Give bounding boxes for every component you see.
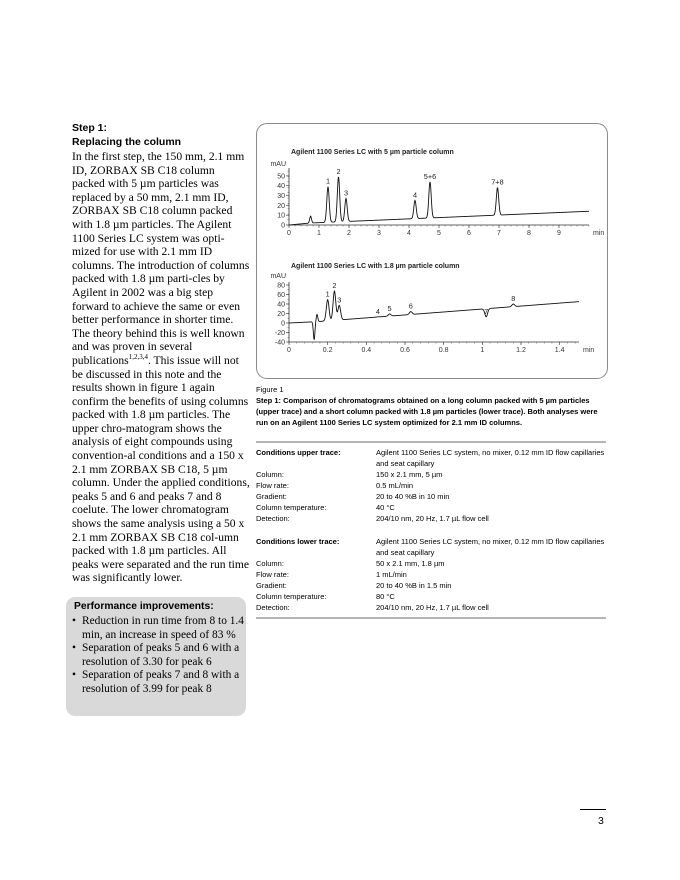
table-row [256,558,610,569]
reference-superscript: 1,2,3,4 [128,353,148,362]
condition-value: 204/10 nm, 20 Hz, 1.7 µL flow cell [376,603,489,612]
x-tick-label: 0 [287,230,291,237]
condition-value: 150 x 2.1 mm, 5 µm [376,470,443,479]
page-number: 3 [598,815,604,827]
step-label: Step 1: [72,122,108,134]
body-text-part1: In the first step, the 150 mm, 2.1 mm ID, ZORBAX SB C18 column packed with 5 µm particles was replaced by a 50 mm, 2.1 mm ID, ZORBAX SB C18 column packed with 1.8 µm particles. The Agilent 1100 Series LC system was opti-mized for use with 2.1 mm ID columns. The introduction of columns packed with 1.8 µm parti-cles by Agilent in 2002 was a big step forward to achieve the same or even better performance in shorter time. The theory behind this is well known and was proven in several publications [72,150,250,367]
y-tick-label: 40 [277,183,285,191]
x-tick-label: 0.4 [361,347,372,354]
condition-label: Detection: [256,514,290,523]
y-tick-label: 20 [277,202,285,210]
y-tick-label: 80 [277,282,285,290]
chart-title: Agilent 1100 Series LC with 1.8 µm particle column [291,263,460,270]
condition-value: 1 mL/min [376,570,407,579]
x-tick-label: 3 [377,230,381,237]
x-tick-label: 6 [467,230,471,237]
y-tick-label: 50 [277,173,285,181]
x-tick-label: 8 [527,230,531,237]
peak-label: 8 [511,294,516,303]
condition-label: Column: [256,470,284,479]
conditions-upper [256,447,610,524]
condition-value: 0.5 mL/min [376,481,414,490]
peak-label: 7 [484,306,489,316]
x-tick-label: 0.2 [322,347,333,354]
series-line [289,291,579,340]
condition-value: 80 °C [376,592,395,601]
performance-improvements-box [66,597,246,716]
table-row [256,602,610,613]
bullet-icon: • [72,669,76,682]
list-item-text: Reduction in run time from 8 to 1.4 min, an increase in speed of 83 % [82,615,244,641]
conditions-upper-header-row [256,447,610,469]
y-tick-label: 60 [277,291,285,299]
figure-caption [256,384,610,428]
y-tick-label: -20 [274,329,285,337]
x-axis-label: min [583,347,595,354]
conditions-upper-header: Conditions upper trace: [256,448,341,457]
figure-label: Figure 1 [256,385,284,394]
condition-label: Column temperature: [256,592,327,601]
x-tick-label: 7 [497,230,501,237]
peak-label: 4 [375,306,380,316]
conditions-lower-header-value: Agilent 1100 Series LC system, no mixer, 0.12 mm ID flow capillaries and seat capillary [376,537,605,557]
peak-label: 1 [325,289,330,299]
x-axis-label: min [593,230,605,237]
condition-label: Gradient: [256,492,287,501]
table-row [256,580,610,591]
condition-value: 20 to 40 %B in 1.5 min [376,581,452,590]
step-1-section [72,121,250,585]
peak-label: 7+8 [491,177,504,187]
x-tick-label: 2 [347,230,351,237]
table-row [256,591,610,602]
conditions-lower [256,536,610,613]
x-tick-label: 0.6 [400,347,410,354]
list-item-text: Separation of peaks 7 and 8 with a resolution of 3.99 for peak 8 [82,669,240,695]
bullet-icon: • [72,642,76,655]
list-item-text: Separation of peaks 5 and 6 with a resolution of 3.30 for peak 6 [82,642,240,668]
peak-label: 1 [325,176,331,186]
table-row [256,502,610,513]
step-title: Replacing the column [72,136,182,148]
condition-label: Gradient: [256,581,287,590]
peak-label: 4 [412,190,418,200]
y-tick-label: 0 [281,222,285,230]
condition-label: Detection: [256,603,290,612]
y-tick-label: 40 [277,301,285,309]
condition-label: Flow rate: [256,570,289,579]
body-paragraph [72,150,250,585]
peak-label: 5 [387,303,392,313]
x-tick-label: 1 [317,230,321,237]
condition-value: 204/10 nm, 20 Hz, 1.7 µL flow cell [376,514,489,523]
x-tick-label: 0 [287,347,291,354]
footer-rule [580,809,606,810]
list-item [72,642,244,669]
x-tick-label: 5 [437,230,441,237]
condition-value: 50 x 2.1 mm, 1.8 µm [376,559,445,568]
table-row [256,480,610,491]
peak-label: 3 [337,295,342,305]
conditions-lower-header-row [256,536,610,558]
y-tick-label: 0 [281,320,285,328]
conditions-top-rule [256,441,606,443]
performance-title: Performance improvements: [74,601,214,612]
bullet-icon: • [72,615,76,627]
peak-label: 5+6 [423,171,437,181]
list-item [72,615,244,642]
condition-label: Column: [256,559,284,568]
conditions-lower-header: Conditions lower trace: [256,537,340,546]
conditions-upper-header-value: Agilent 1100 Series LC system, no mixer, 0.12 mm ID flow capillaries and seat capillary [376,448,605,468]
table-row [256,469,610,480]
x-tick-label: 9 [557,230,561,237]
condition-label: Column temperature: [256,503,327,512]
table-row [256,491,610,502]
y-tick-label: -40 [274,339,285,347]
peak-label: 3 [343,188,349,198]
x-tick-label: 0.8 [438,347,449,354]
table-row [256,513,610,524]
series-line [289,177,589,225]
peak-label: 2 [336,166,341,176]
table-row [256,569,610,580]
peak-label: 6 [408,301,413,311]
list-item [72,669,244,696]
y-axis-label: mAU [270,161,286,168]
y-tick-label: 30 [277,192,285,200]
figure-caption-text: Step 1: Comparison of chromatograms obtained on a long column packed with 5 µm particles (upper trace) and a short column packed with 1.8 µm particles (lower trace). Both analyses were run on an Agilent 1100 Series LC system optimized for 2.1 mm ID columns. [256,396,598,427]
body-text-part2: . This issue will not be discussed in this note and the results shown in figure 1 again confirm the benefits of using columns packed with 1.8 µm particles. The upper chro-matogram shows the analysis of eight compounds using convention-al conditions and a 150 x 2.1 mm ZORBAX SB C18, 5 µm column. Under the applied conditions, peaks 5 and 6 and peaks 7 and 8 coelute. The lower chromatogram shows the same analysis using a 50 x 2.1 mm ZORBAX SB C18 col-umn packed with 1.8 µm particles. All peaks were separated and the run time was significantly lower. [72,353,250,585]
x-tick-label: 1.4 [554,347,565,354]
y-axis-label: mAU [270,273,286,280]
chromatogram-svg [257,124,607,378]
peak-label: 2 [332,281,337,291]
x-tick-label: 4 [407,230,411,237]
chart-title: Agilent 1100 Series LC with 5 µm particle column [291,149,454,156]
y-tick-label: 20 [277,310,285,318]
condition-value: 40 °C [376,503,395,512]
conditions-bottom-rule [256,617,606,619]
chromatogram-figure [256,123,608,379]
performance-list [72,615,244,697]
x-tick-label: 1 [480,347,485,354]
condition-value: 20 to 40 %B in 10 min [376,492,450,501]
condition-label: Flow rate: [256,481,289,490]
y-tick-label: 10 [277,212,285,220]
x-tick-label: 1.2 [516,347,526,354]
